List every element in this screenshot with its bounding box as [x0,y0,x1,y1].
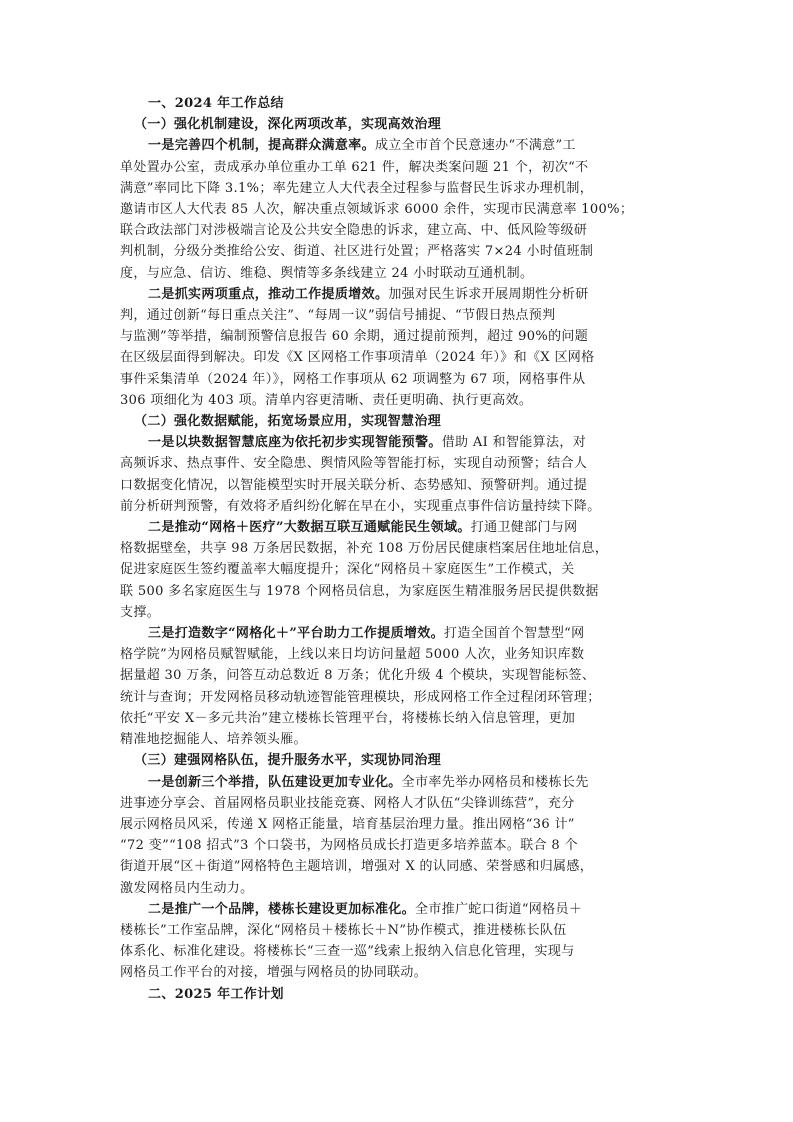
paragraph-text: 打造全国首个智慧型“网 [444,626,585,642]
section-heading-2025-plan: 二、2025 年工作计划 [148,986,284,1002]
paragraph-lead: 一是完善四个机制，提高群众满意率。 [148,138,375,154]
subsection-heading-2: （二）强化数据赋能，拓宽场景应用，实现智慧治理 [134,414,442,430]
paragraph-line: 在区级层面得到解决。印发《X 区网格工作事项清单（2024 年）》和《X 区网格 [120,350,595,366]
paragraph-line: 依托“平安 X－多元共治”建立楼栋长管理平台，将楼栋长纳入信息管理，更加 [120,710,576,726]
paragraph-line: 邀请市区人大代表 85 人次，解决重点领域诉求 6000 余件，实现市民满意率 100%； [120,202,634,218]
paragraph-lead: 二是抓实两项重点，推动工作提质增效。 [148,286,389,302]
paragraph-lead: 二是推动“网格＋医疗”大数据互联互通赋能民生领域。 [148,520,471,536]
paragraph-line: 前分析研判预警，有效将矛盾纠纷化解在早在小，实现重点事件信访量持续下降。 [120,498,601,514]
paragraph-line: 度，与应急、信访、维稳、舆情等多条线建立 24 小时联动互通机制。 [120,265,534,281]
paragraph-two-priorities [120,284,680,411]
paragraph-line: 判机制，分级分类推给公安、街道、社区进行处置；严格落实 7×24 小时值班制 [120,244,594,260]
paragraph-line: 高频诉求、热点事件、安全隐患、舆情风险等智能打标，实现自动预警；结合人 [120,456,588,472]
paragraph-line: 支撑。 [120,604,161,620]
paragraph-lead: 一是创新三个举措，队伍建设更加专业化。 [148,774,402,790]
paragraph-line: 口数据变化情况，以智能模型实时开展关联分析、态势感知、预警研判。通过提 [120,477,588,493]
paragraph-line: 事件采集清单（2024 年）》，网格工作事项从 62 项调整为 67 项，网格事件从 [120,371,586,387]
paragraph-line: 联合政法部门对涉极端言论及公共安全隐患的诉求，建立高、中、低风险等级研 [120,223,588,239]
paragraph-text: 加强对民生诉求开展周期性分析研 [388,286,589,302]
paragraph-one-brand [120,899,680,984]
paragraph-line: 网格员工作平台的对接，增强与网格员的协同联动。 [120,965,428,981]
paragraph-line: 判，通过创新“每日重点关注”、“每周一议”弱信号捕捉、“节假日热点预判 [120,308,556,324]
paragraph-line: 楼栋长”工作室品牌，深化“网格员＋楼栋长＋N”协作模式，推进楼栋长队伍 [120,922,567,938]
paragraph-lead: 三是打造数字“网格化＋”平台助力工作提质增效。 [148,626,445,642]
paragraph-text: 成立全市首个民意速办“不满意”工 [374,138,576,154]
paragraph-line: 306 项细化为 403 项。清单内容更清晰、责任更明确、执行更高效。 [120,392,533,408]
paragraph-line: 单处置办公室，责成承办单位重办工单 621 件，解决类案问题 21 个，初次“不 [120,159,589,175]
paragraph-mechanisms [120,135,680,283]
paragraph-line: 满意”率同比下降 3.1%；率先建立人大代表全过程参与监督民生诉求办理机制， [120,180,594,196]
paragraph-smart-warning [120,432,680,517]
paragraph-line: 进事迹分享会、首届网格员职业技能竞赛、网格人才队伍“尖锋训练营”，充分 [120,795,575,811]
paragraph-line: “72 变”“108 招式”3 个口袋书，为网格员成长打造更多培养蓝本。联合 8 个 [120,838,578,854]
paragraph-line: 与监测”等举措，编制预警信息报告 60 余期，通过提前预判，超过 90%的问题 [120,329,589,345]
paragraph-line: 激发网格员内生动力。 [120,880,254,896]
subsection-heading-1: （一）强化机制建设，深化两项改革，实现高效治理 [134,117,442,133]
paragraph-line: 精准地挖掘能人、培养领头雁。 [120,732,307,748]
section-heading-2024-summary: 一、2024 年工作总结 [148,96,284,111]
paragraph-line: 据量超 30 万条，问答互动总数近 8 万条；优化升级 4 个模块，实现智能标签、 [120,668,596,684]
paragraph-text: 打通卫健部门与网 [470,520,578,536]
paragraph-line: 统计与查询；开发网格员移动轨迹智能管理模块，形成网格工作全过程闭环管理； [120,689,601,705]
subsection-heading-3: （三）建强网格队伍，提升服务水平，实现协同治理 [134,753,442,769]
paragraph-grid-medical [120,517,680,623]
paragraph-lead: 二是推广一个品牌，楼栋长建设更加标准化。 [148,901,416,917]
paragraph-line: 街道开展“区＋街道”网格特色主题培训，增强对 X 的认同感、荣誉感和归属感， [120,859,594,875]
paragraph-line: 体系化、标准化建设。将楼栋长“三查一巡”线索上报纳入信息化管理，实现与 [120,944,575,960]
paragraph-line: 展示网格员风采，传递 X 网格正能量，培育基层治理力量。推出网格“36 计” [120,816,575,832]
paragraph-lead: 一是以块数据智慧底座为依托初步实现智能预警。 [148,435,442,451]
paragraph-text: 全市率先举办网格员和楼栋长先 [401,774,589,790]
paragraph-line: 促进家庭医生签约覆盖率大幅度提升；深化“网格员＋家庭医生”工作模式，关 [120,562,575,578]
paragraph-text: 借助 AI 和智能算法，对 [441,435,587,451]
paragraph-line: 联 500 多名家庭医生与 1978 个网格员信息，为家庭医生精准服务居民提供数据 [120,583,599,599]
paragraph-line: 格数据壁垒，共享 98 万条居民数据，补充 108 万份居民健康档案居住地址信息， [120,541,609,557]
paragraph-line: 格学院”为网格员赋智赋能，上线以来日均访问量超 5000 人次，业务知识库数 [120,647,585,663]
paragraph-three-measures [120,772,680,899]
paragraph-digital-platform [120,623,680,750]
paragraph-text: 全市推广蛇口街道“网格员＋ [415,901,583,917]
document-page [120,93,680,1005]
